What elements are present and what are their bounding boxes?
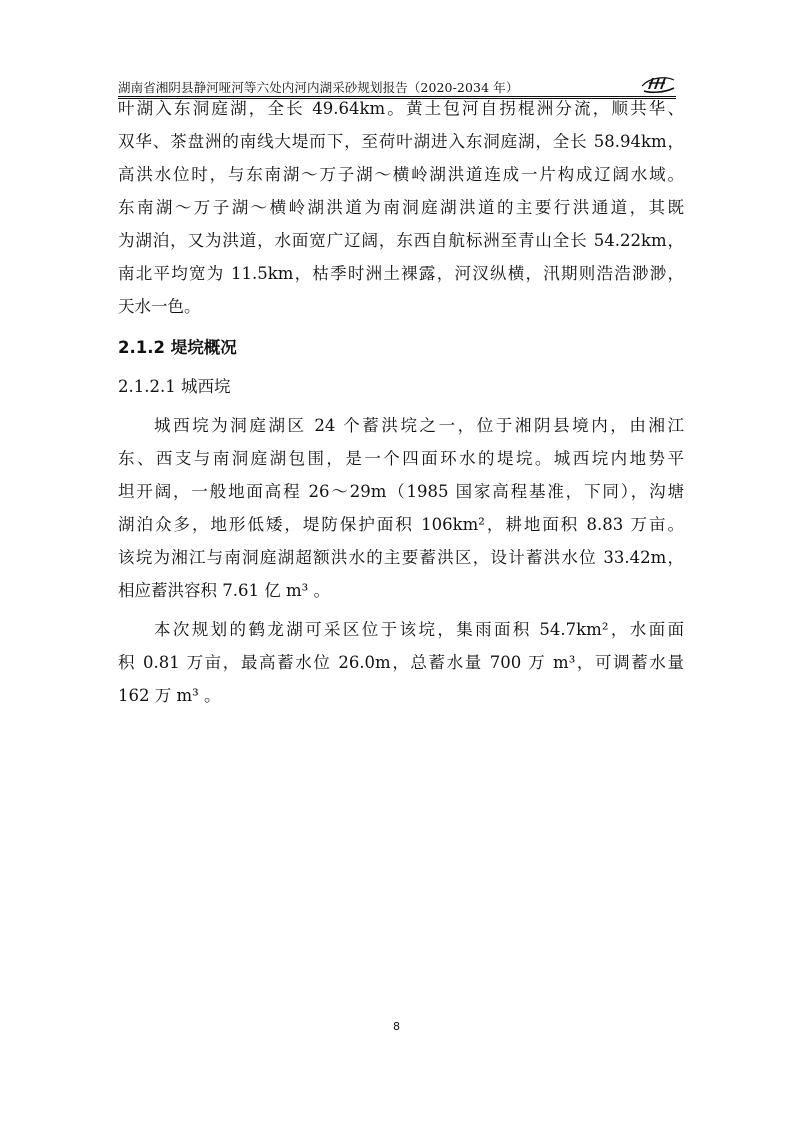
text-line: 积 0.81 万亩，最高蓄水位 26.0m，总蓄水量 700 万 m³，可调蓄水量 [118,653,684,672]
text-line: 东南湖～万子湖～横岭湖洪道为南洞庭湖洪道的主要行洪通道，其既 [118,198,684,217]
text-line: 为湖泊，又为洪道，水面宽广辽阔，东西自航标洲至青山全长 54.22km， [118,231,684,250]
text-line: 坦开阔，一般地面高程 26～29m（1985 国家高程基准，下同），沟塘 [118,482,684,501]
text-line: 本次规划的鹤龙湖可采区位于该垸，集雨面积 54.7km²，水面面 [154,620,684,639]
text-line: 高洪水位时，与东南湖～万子湖～横岭湖洪道连成一片构成辽阔水域。 [118,165,684,184]
text-line: 叶湖入东洞庭湖，全长 49.64km。黄土包河自拐棍洲分流，顺共华、 [118,99,684,118]
text-line: 南北平均宽为 11.5km，枯季时洲土裸露，河汊纵横，汛期则浩浩渺渺， [118,264,684,283]
text-line: 162 万 m³ 。 [118,686,221,705]
text-line: 双华、茶盘洲的南线大堤而下，至荷叶湖进入东洞庭湖，全长 58.94km， [118,132,684,151]
text-line: 湖泊众多，地形低矮，堤防保护面积 106km²，耕地面积 8.83 万亩。 [118,515,684,534]
text-line: 天水一色。 [118,297,201,316]
text-line: 相应蓄洪容积 7.61 亿 m³ 。 [118,581,330,600]
subsection-heading: 2.1.2.1 城西垸 [118,377,231,396]
text-line: 城西垸为洞庭湖区 24 个蓄洪垸之一，位于湘阴县境内，由湘江 [154,416,684,435]
paragraph-chengxi-polder [118,409,684,607]
company-logo-icon [638,74,676,94]
page-number: 8 [393,1020,400,1033]
text-line: 东、西支与南洞庭湖包围，是一个四面环水的堤垸。城西垸内地势平 [118,449,684,468]
document-body [118,92,684,712]
header-title: 湖南省湘阴县静河哑河等六处内河内湖采砂规划报告（2020-2034 年） [118,80,519,95]
section-heading: 2.1.2 堤垸概况 [118,338,237,357]
paragraph-helong-lake [118,613,684,712]
text-line: 该垸为湘江与南洞庭湖超额洪水的主要蓄洪区，设计蓄洪水位 33.42m， [118,548,684,567]
paragraph-river-description [118,92,684,323]
